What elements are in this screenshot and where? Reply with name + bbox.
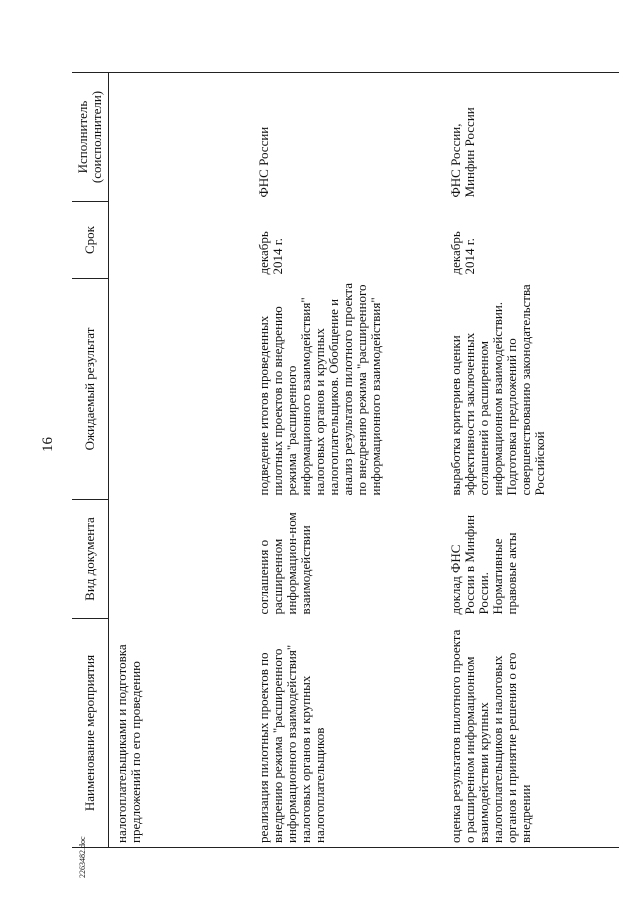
document-id: 2263482.doc	[78, 836, 87, 878]
table-row	[109, 14, 256, 848]
cell-name: реализация пилотных проектов по внедрению режима "расширенного информационного взаимодействия" налоговых органов и крупных налогоплательщиков	[255, 619, 447, 848]
cell-name: оценка результатов пилотного проекта о расширенном информационном взаимодействии крупных налогоплательщиков и налоговых органов и принятие решения о его внедрении	[447, 619, 619, 848]
table-header-row	[72, 14, 109, 848]
header-name: Наименование мероприятия	[72, 619, 109, 848]
cell-result: подведение итогов проведенных пилотных проектов по внедрению режима "расширенного информационного взаимодействия" налоговых органов и крупных налогоплательщиков. Обобщение и анализ результатов пилотного проекта по внедрению режима "расширенного информационного взаимодействия"	[256, 282, 383, 496]
cell-doc-type: доклад ФНС России в Минфин России. Нормативные правовые акты	[448, 514, 519, 615]
cell-executor	[109, 73, 256, 202]
cell-doc-type	[109, 500, 256, 619]
header-doc-type: Вид документа	[72, 500, 109, 619]
cell-executor: ФНС России	[255, 73, 447, 202]
cell-term: декабрь 2014 г.	[448, 231, 477, 275]
table-row	[447, 14, 619, 848]
header-result: Ожидаемый результат	[72, 279, 109, 500]
cell-executor: ФНС России, Минфин России	[447, 73, 619, 202]
cell-result	[109, 279, 256, 500]
cell-term: декабрь 2014 г.	[256, 231, 285, 275]
activities-table	[72, 13, 619, 848]
table-row	[255, 14, 447, 848]
header-executor: Исполнитель (соисполнители)	[72, 73, 109, 202]
header-spacer	[72, 14, 109, 73]
header-term: Срок	[72, 202, 109, 279]
document-table-container	[72, 68, 592, 848]
cell-name: налогоплательщиками и подготовка предложений по его проведению	[109, 619, 256, 848]
cell-doc-type: соглашения о расширенном информацион-ном взаимодействии	[256, 512, 313, 615]
page-number: 16	[40, 437, 56, 452]
cell-term	[109, 202, 256, 279]
cell-result: выработка критериев оценки эффективности заключенных соглашений о расширенном информационном взаимодействии. Подготовка предложений по совершенствованию законодательства Российской	[448, 284, 547, 496]
